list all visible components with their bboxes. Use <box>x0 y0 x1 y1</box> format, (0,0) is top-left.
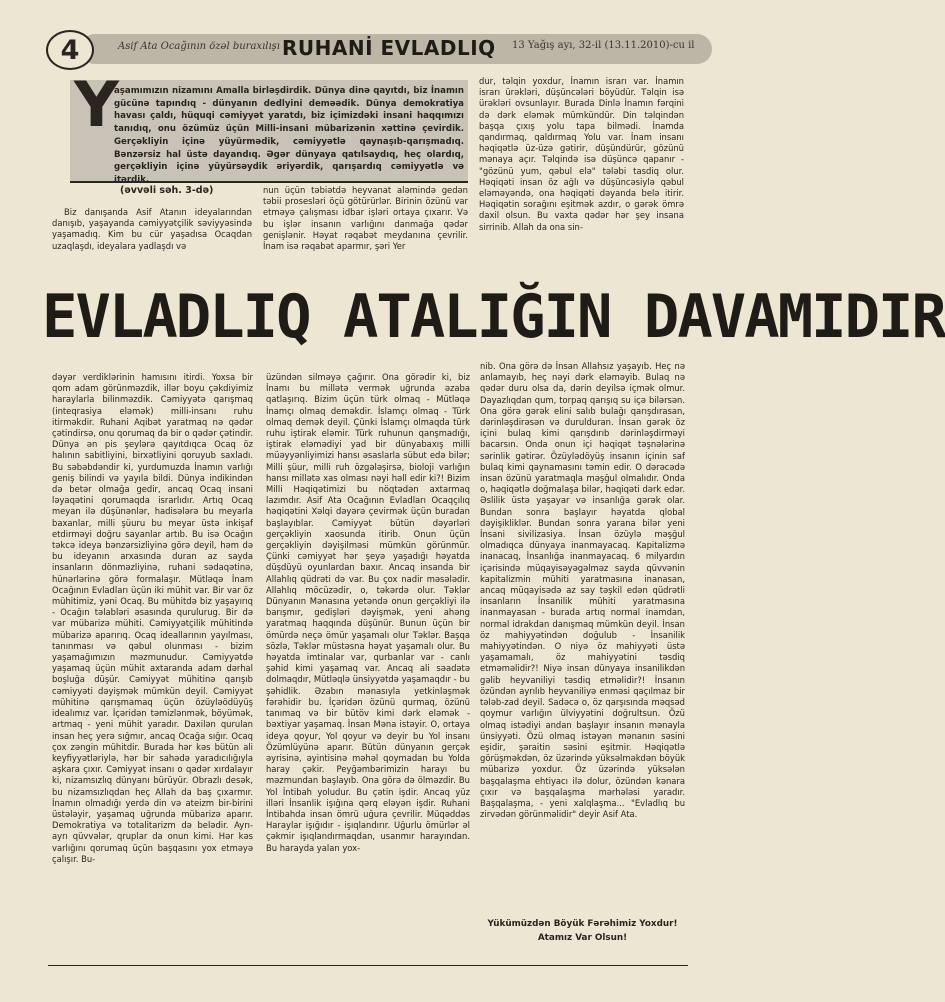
drop-cap: Y <box>74 68 119 141</box>
closing-slogans <box>480 917 685 945</box>
paragraph: nib. Ona görə də İnsan Allahsız yaşayıb. Heç nə anlamayıb, heç nəyi dərk eləməyib. Bulaq nə qədər duru olsa da, dərin deyilsə içmək olmur. Dayazlıqdan qum, torpaq qarışıq su içə bilərsən. Ona görə gərək elini salıb bulağı qarışdırasan, dərinləşdirəsən və durulduran. İnsan gərək öz içini bulaq kimi qarışdırıb dərinləşdirməyi bacarsın. Onda onun içi həqiqət təşnələrinə sərinlik gətirər. Özüylədöyüş insanın içinin saf bulaq kimi qaynamasını təmin edir. O dərəcədə insan özünü yaratmaqla məşğul olmalıdır. Onda o, həqiqətlə doğmalaşa bilər, həqiqəti dərk edər. Əslilik üstə yaşayar və insanlığa gərək olar. Bundan sonra başlayır həyatda qlobal dəyişikliklər. Bundan sonra yarana bilər yeni İnsani sivilizasiya. İnsan özüylə məşğul olmadıqca dünyaya inanmayacaq. Kapitalizmə inanacaq, İnsanlığa inanmayacaq. 6 milyardın içərisində müqayisəyəgəlməz sayda qüvvənin kapitalizmin mühiti yaratmasına inanasan, ancaq müqayisədə az say təşkil edən qüdrətli insanların İnsanilik mühiti yaratmasına inanmayasan - burada artıq normal inamdan, normal idrakdan danışmaq mümkün deyil. İnsan öz mahiyyətindən doğulub - İnsanilik mahiyyətindən. O niyə öz mahiyyəti üstə yaşamamalı, öz mahiyyətini təsdiq etməməlidir?! Niyə insan dünyaya insanilikdən gəlib heyvaniliyi təsdiq etməlidir?! İnsanın özündən ayrılıb heyvaniliyə enməsi qaçılmaz bir tələb-zad deyil. Sadəcə o, öz qarşısında məqsəd qoymur varlığın ülviyyətini doğrultsun. Özü olmaq istədiyi andan başlayır insanın mənayla ünsiyyəti. Özü olmaq istəyən mənanın səsini eşidir, şəraitin səsini eşitmir. Həqiqətlə görüşməkdən, öz üzərində yüksəlməkdən böyük mübarizə yoxdur. Öz üzərində yüksələn başqalaşma ehtiyacı ilə dolur, özündən kənara çıxır və başqalaşma mərhələsi yaradır. Başqalaşma, - yeni xalqlaşma... "Evladlıq bu zirvədən görünməlidir" deyir Asif Ata. <box>480 361 685 820</box>
article-headline: EVLADLIQ ATALIĞIN DAVAMIDIR <box>42 282 945 352</box>
section-title: RUHANİ EVLADLIQ <box>282 36 496 60</box>
paragraph: Biz danışanda Asif Atanın ideyalarından danışıb, yaşayanda cəmiyyətçilik səviyyəsində yaşamadıq. Kim bu cür yaşadısa Ocaqdan uzaqlaşdı, ideyalara yadlaşdı və <box>52 207 252 251</box>
intro-box <box>70 68 468 185</box>
paragraph: dur, təlqin yoxdur, İnamın israrı var. İnamın israrı ürəkləri, düşüncələri böyüdür. Təlqin isə ürəkləri ovsunlayır. Burada Dinlə İnamın fərqini də dərk eləmək mümkündür. Din təlqindən başqa çıxış yolu tapa bilmədi. İnamda qandırmaq, qaldırmaq Yolu var. İnam insanı həqiqətlə üz-üzə gətirir, düşündürür, gözünü mənaya açır. Təlqində isə düşüncə qapanır - "gözünü yum, qəbul elə" tələbi tasdiq olur. Həqiqəti insan öz ağlı və düşüncəsiylə qəbul eləməyəndə, ona həqiqəti dəyanda belə itirir. Həqiqətin sorağını eşitmək azdır, o gərək ömrə daxil olsun. Bu vaxta qədər hər şey insana sirrinib. Allah da ona sin- <box>479 76 684 232</box>
continuation-label: (əvvəli səh. 3-də) <box>120 185 214 196</box>
article-column-top-middle <box>263 185 468 267</box>
closing-slogan: Yükümüzdən Böyük Fərəhimiz Yoxdur! <box>487 919 678 929</box>
article-column-bottom-middle <box>266 372 470 982</box>
paragraph: nun üçün təbiətdə heyvanat aləmində gedən təbii prosesləri öçü götürürlər. Birinin özünü var etməyə çalışması idbar işləri ortaya çıxarır. Və bu işlər insanın varlığını danmağa qədər genişlənir. Həyat rəqabət meydanına çevrilir. İnam isə rəqabət aparmır, şəri Yer <box>263 185 468 252</box>
paragraph: dəyər verdiklərinin hamısını itirdi. Yoxsa bir qom adam görünməzdik, illər boyu çəkdiyimiz haraylarla bilinməzdik. Cəmiyyətə qarışmaq (inteqrasiya eləmək) milli-insanı ruhu itirməkdir. Ruhani Aqibət yaratmaq nə qədər çətindirsə, onu qorumaq da bir o qədər çətindir. Dünya ən pis şeylərə qayıtdıqca Ocaq öz halının sabitliyini, birxətliyini qoruyub saxladı. Bu səbəbdəndir ki, yurdumuzda İnamın varlığı geniş bilindi və yayıla bildi. Dünya indikindən də betər olmağa gedir, ancaq Ocaq insani ləyaqətini qorumaqda israrlıdır. Artıq Ocaq meyan ilə düşünənlər, hadisələrə bu meyarla baxanlar, milli şüuru bu meyar üstə inkişaf etdirməyi doğru sayanlar artıb. Bu isə Ocağın təkcə ideya bənzərsizliyinə görə deyil, həm də bu ideyanın arxasında duran az sayda insanların dönməzliyinə, ruhani sədaqətinə, hünərlərinə görə formalaşır. Mütləqə İnam Ocağının Evladları üçün iki mühit var. Bir var öz mühitimiz, yəni Ocaq. Bu mühitdə biz yaşayırıq - Ocağın təlabləri əsasında qurulurug. Bir də var mübarizə mühiti. Cəmiyyətçilik mühitində mübarizə aparırıq. Ocaq ideallarının yayılması, tanınması və qəbul olunması - bizim yaşamağımızın məzmunudur. Cəmiyyətdə yaşamaq üçün mühit axtaranda adam dərhal boşluğa düşür. Cəmiyyət mühitinə qarışıb cəmiyyəti dəyişmək mümkün deyil. Cəmiyyət mühitinə qarışmamaq üçün özüyləödüyüş idealımız var. İçəridən təmizlənmək, böyümək, artmaq - yeni mühit yaradır. Daxilən qurulan insan heç yerə sığmır, ancaq Ocağa sığır. Ocaq çox zəngin mühitdir. Burada hər kəs bütün ali keyfiyyətləriylə, hər bir sahədə yaradıcılığıyla aşkara çıxır. Cəmiyyət insanı o qədər xırdalayır ki, nizamsızlıq dünyanı bürüyür. Obrazlı desək, bu nizamsızlıqdan heç Allah da baş çıxarmır. İnamın olmadığı yerdə din və ateizm bir-birini üstələyir, yaşamaq uğrunda mübarizə aparır. Demokratiya və totalitarizm də belədir. Ayrı-ayrı qüvvələr, qruplar da onun kimi. Hər kəs varlığını qorumaq üçün başqasını yox etməyə çalışır. Bu- <box>52 372 253 864</box>
page-number: 4 <box>46 30 94 70</box>
article-column-bottom-right <box>480 361 685 941</box>
page-header <box>40 28 712 72</box>
closing-slogan: Atamız Var Olsun! <box>537 933 628 943</box>
article-column-top-right <box>479 76 684 269</box>
paragraph: üzündən silməyə çağırır. Ona görədir ki, biz İnamı bu millətə vermək uğrunda əzaba qatlaşırıq. Bizim üçün türk olmaq - Mütləqə İnamçı olmaq deməkdir. İslamçı olmaq - Türk olmaq demək deyil. Çünki İslamçı olmaqda türk ruhu iştirak eləmir. Türk ruhunun qanşmadığı, iştirak eləmədiyi yad bir dünyabaxış milli müəyyənliyimizi hansı əsaslarla sübut edə bilər; Milli şüur, milli ruh özgələşirsə, bioloji varlığın hansı millətə xas olması nəyi həll edir ki?! Bizim Milli Həqiqətimizi bu nöqtədən axtarmaq lazımdır. Asif Ata Ocağının Evladları Ocaqçılıq həqiqətini Xəlqi dəyərə çevirmək üçün buradan başlayıblar. Cəmiyyət bütün dəyərləri gerçəkliyin xaosunda itirib. Onun üçün gerçəkliyin dəyişilməsi mümkün görünmür. Çünki cəmiyyət hər şeyə yaşadığı həyatda düşdüyü oyunlardan baxır. Ancaq insanda bir Allahlıq qüdrəti də var. Bu çox nadir məsələdir. Allahlıq möcüzədir, o, təkərdə olur. Təklər Dünyanın Mənasına yetəndə onun gerçəkliyi ilə barışmır, gedişləri dəyişmək, yeni ahəng yaratmaq haqqında düşünür. Bunun üçün bir ömürdə neçə ömür yaşamalı olur Təklər. Başqa sözlə, Təklər müstəsna həyat yaşamalı olur. Bu həyatda imtinalar var, qurbanlar var - canlı şəhid kimi yaşamaq var. Ancaq ali səadətə dolmaqdır, Mütləqlə ünsiyyətdə yaşamaqdır - bu şəhidlik. Əzabın mənasıyla yetkinləşmək fərəhidir bu. İçəridən özünü qurmaq, özünü tanımaq və bir bütöv kimi dərk eləmək - bəxtiyar yaşamaq. İnsan Məna istəyir. O, ortaya ideya qoyur, Yol qoyur və deyir bu Yol insanı Özümlüyünə aparır. Bütün dünyanın gerçək əyrisinə, əyintisinə məhəl qoymadan bu Yolda haray çəkir. Peyğəmbərimizin harayı bu məzmundan başlayıb. Ona görə də ölməzdir. Bu Yol İntibah yoludur. Bu çətin işdir. Ancaq yüz illəri İnsanlik işığına qərq eləyən işdir. Ruhani İntibahda insan ömrü uğura çevrilir. Müqəddəs Haraylar işığıdır - işıqlandırır. Uğurlu ömürlər əl çəkmir işıqlandırmaqdan, usanmır harayından. Bu harayda yalan yox- <box>266 372 470 853</box>
article-column-top-left <box>52 207 252 267</box>
intro-text: aşamımızın nizamını Amalla birləşdirdik. Dünya dinə qayıtdı, biz İnamın gücünə tapındıq - dünyanın dedlyini deməədik. Dünya demokratiya havası çaldı, hüquqi cəmiyyət yaratdı, biz içimizdəki insani haqqımızı tanıdıq, onu özümüz üçün Milli-insani mübarizənin xəttinə çevirdik. Gerçəkliyin içinə yüyürmədik, cəmiyyətlə qaynaşıb-qarışmadıq. Bənzərsiz hal üstə dayandıq. Əgər dünyaya qatılsaydıq, heç olardıq, gerçəkliyin içinə yüyürsəydik əriyərdik, qarışardıq cəmiyyətlə və itərdik. <box>114 86 464 185</box>
header-left-text: Asif Ata Ocağının özəl buraxılışı <box>118 41 280 52</box>
issue-date: 13 Yağış ayı, 32-il (13.11.2010)-cu il <box>512 40 695 51</box>
article-column-bottom-left <box>52 372 253 982</box>
bottom-rule <box>48 965 688 966</box>
